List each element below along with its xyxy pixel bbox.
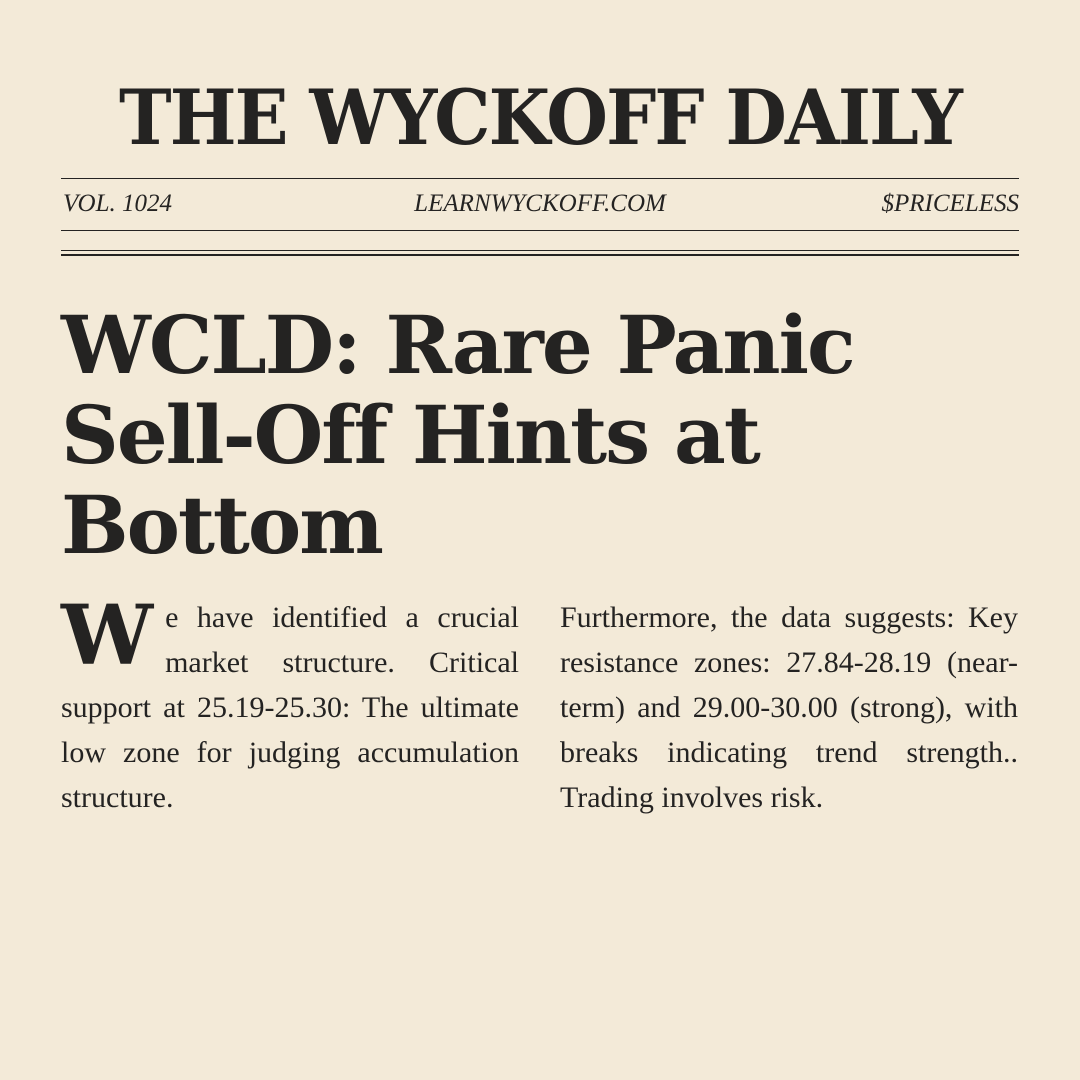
drop-cap-letter: W bbox=[61, 588, 154, 684]
left-column-text: e have identified a crucial market structure. Critical support at 25.19-25.30: The ultimate low zone for judging accumulation structure. bbox=[61, 601, 519, 814]
masthead-top-rule bbox=[61, 178, 1019, 179]
article-right-column: Furthermore, the data suggests: Key resistance zones: 27.84-28.19 (near-term) and 29.00-30.00 (strong), with breaks indicating trend strength.. Trading involves risk. bbox=[560, 601, 1018, 814]
masthead-double-rule-upper bbox=[61, 250, 1019, 251]
website-label: LEARNWYCKOFF.COM bbox=[414, 190, 666, 217]
article-headline: WCLD: Rare Panic Sell-Off Hints at Bottom bbox=[61, 298, 854, 572]
masthead-middle-rule bbox=[61, 230, 1019, 231]
masthead-info-bar bbox=[61, 185, 1019, 223]
article-left-column bbox=[61, 588, 519, 820]
masthead-double-rule-lower bbox=[61, 254, 1019, 256]
masthead-title: THE WYCKOFF DAILY bbox=[119, 73, 961, 162]
volume-label: VOL. 1024 bbox=[63, 190, 172, 217]
price-label: $PRICELESS bbox=[881, 190, 1019, 217]
